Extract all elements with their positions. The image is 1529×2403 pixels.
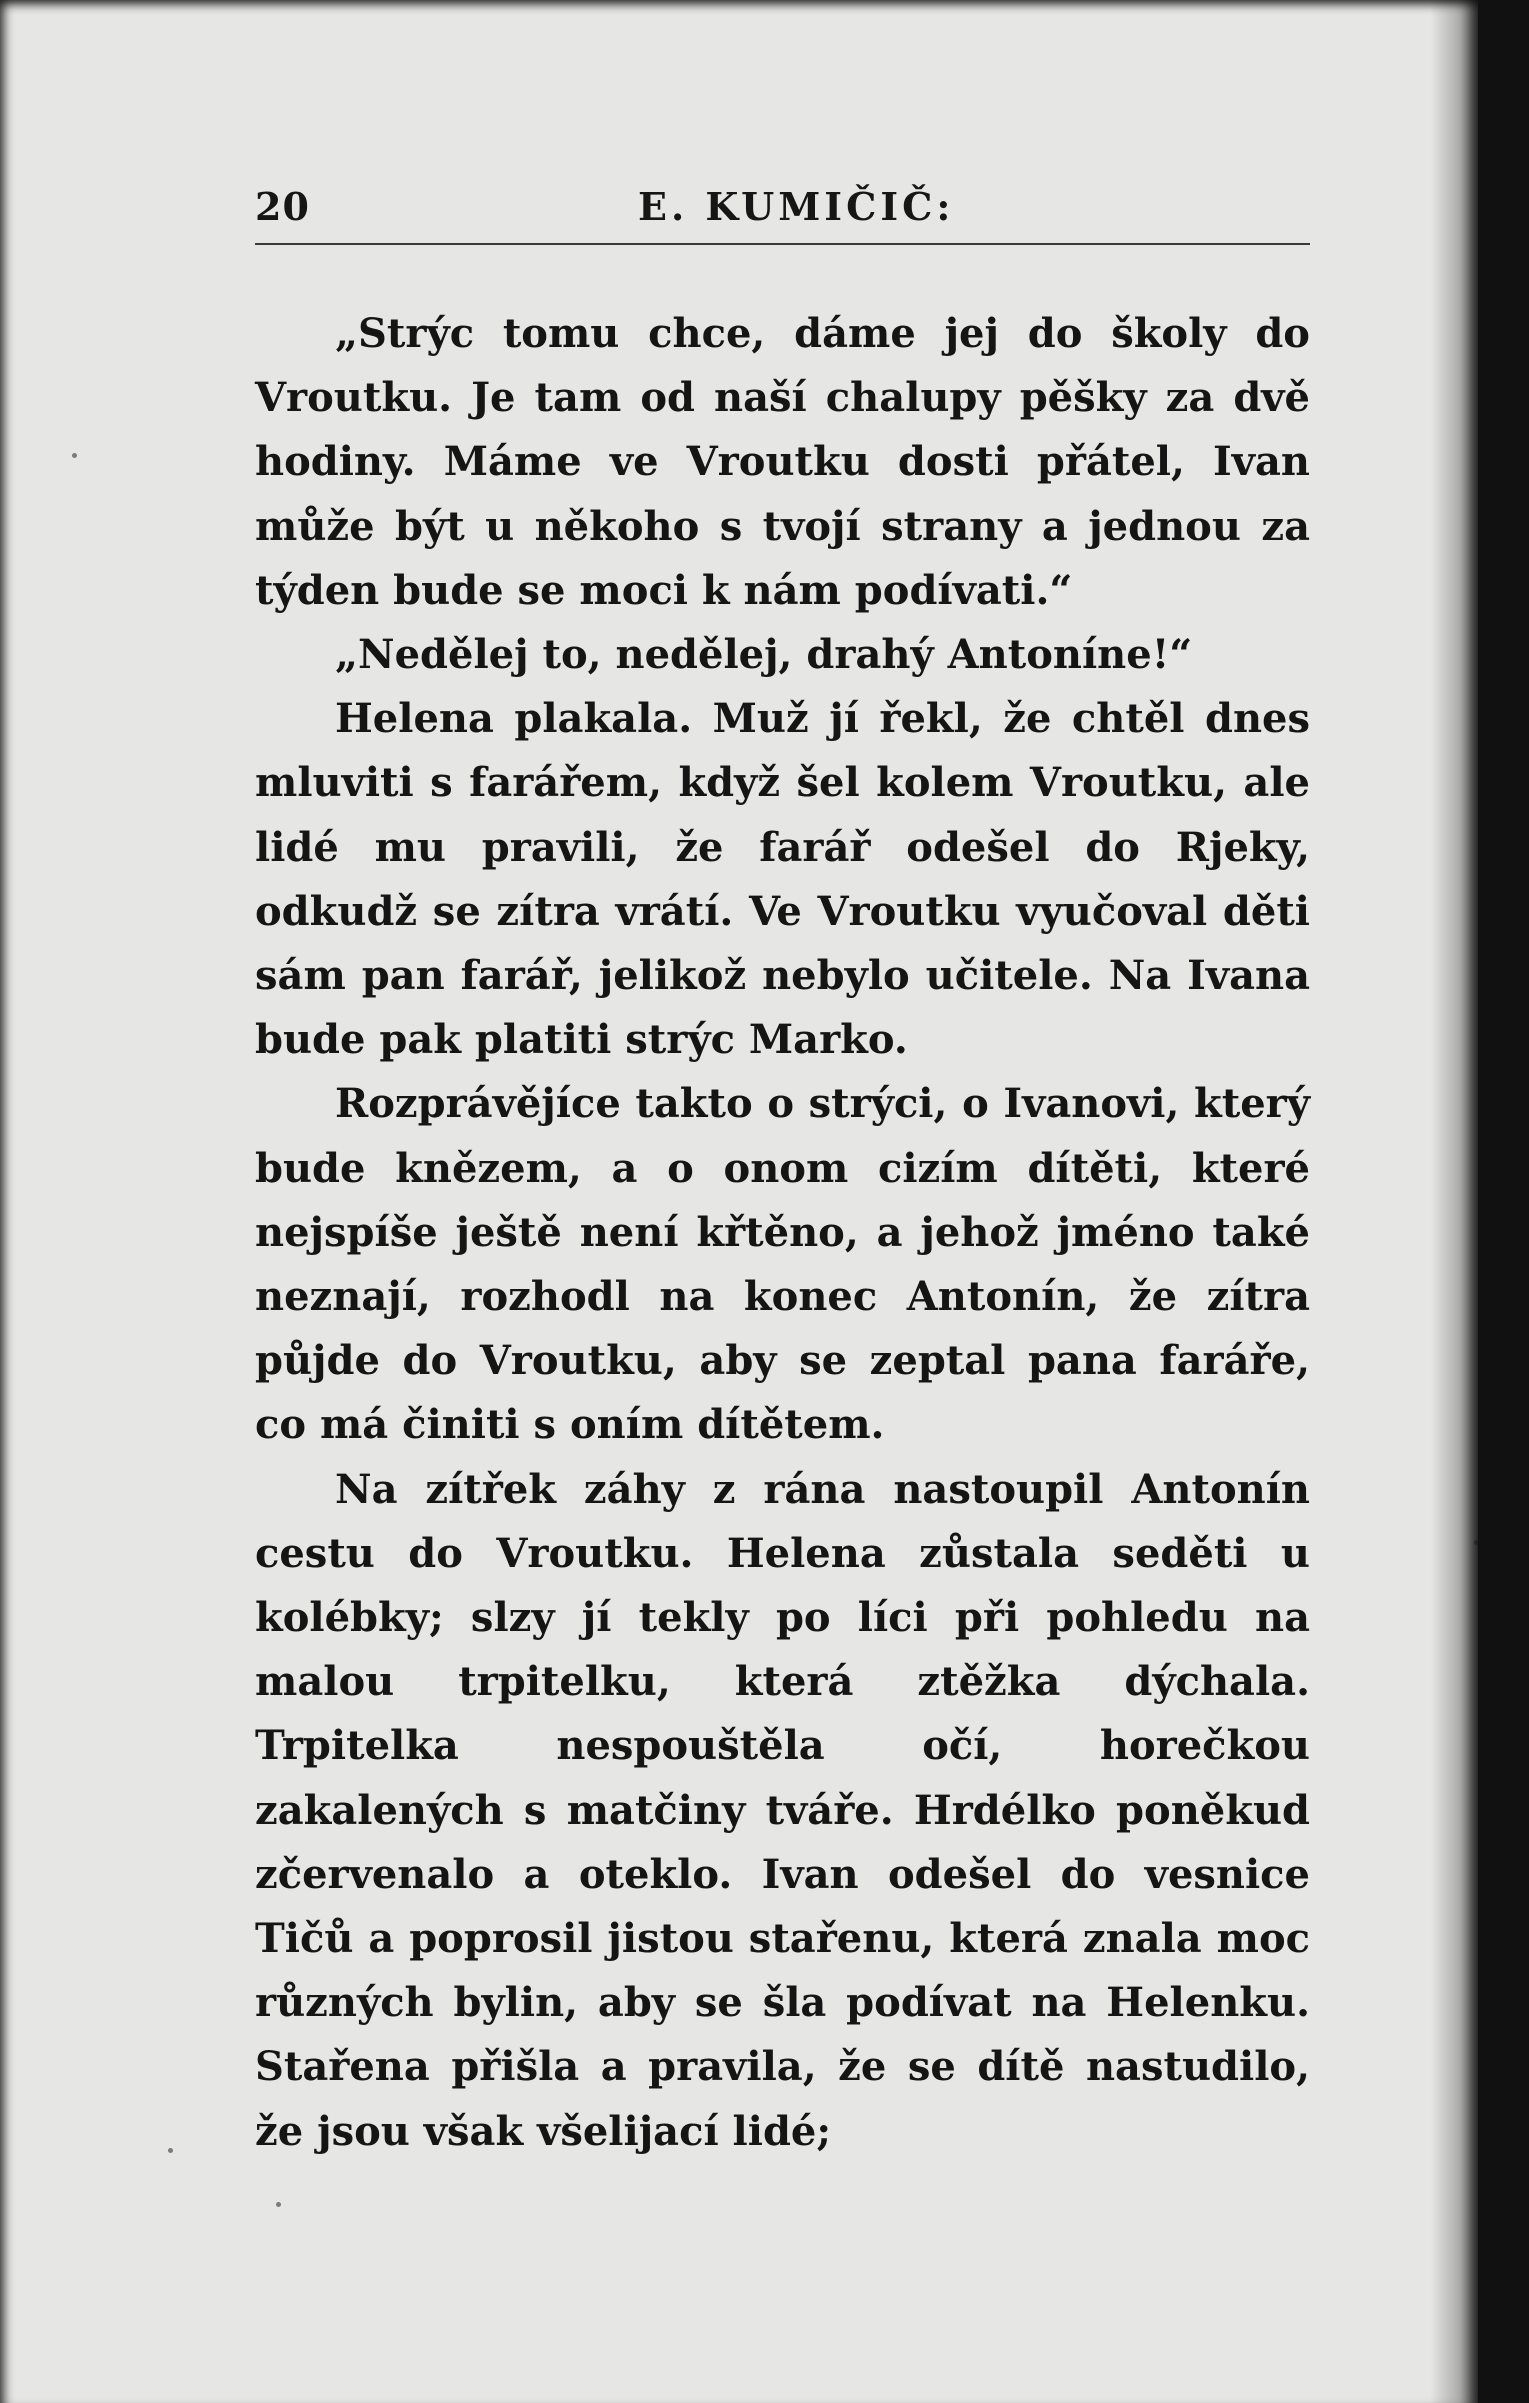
page-header xyxy=(255,178,1310,238)
header-rule xyxy=(255,243,1310,245)
body-text xyxy=(255,302,1310,2164)
paragraph: Na zítřek záhy z rána nastoupil Antonín cestu do Vroutku. Helena zůstala seděti u kolébky; slzy jí tekly po líci při pohledu na malou trpitelku, která ztěžka dýchala. Trpitelka nespouštěla očí, horečkou zakalených s matčiny tváře. Hrdélko poněkud zčervenalo a oteklo. Ivan odešel do vesnice Tičů a poprosil jistou stařenu, která znala moc různých bylin, aby se šla podívat na Helenku. Stařena přišla a pravila, že se dítě nastudilo, že jsou však všelijací lidé; xyxy=(255,1465,1310,2155)
paper-speck xyxy=(72,453,77,458)
paper-speck xyxy=(276,2202,281,2207)
scan-edge xyxy=(1478,0,1529,2403)
paragraph: Helena plakala. Muž jí řekl, že chtěl dnes mluviti s farářem, když šel kolem Vroutku, ale lidé mu pravili, že farář odešel do Rjeky, odkudž se zítra vrátí. Ve Vroutku vyučoval děti sám pan farář, jelikož nebylo učitele. Na Ivana bude pak platiti strýc Marko. xyxy=(255,695,1310,1064)
paper-speck xyxy=(168,2148,173,2153)
paragraph: „Strýc tomu chce, dáme jej do školy do Vroutku. Je tam od naší chalupy pěšky za dvě hodiny. Máme ve Vroutku dosti přátel, Ivan může být u někoho s tvojí strany a jednou za týden bude se moci k nám podívati.“ xyxy=(255,310,1310,614)
paragraph: „Nedělej to, nedělej, drahý Antoníne!“ xyxy=(335,631,1193,679)
page-number: 20 xyxy=(255,184,310,229)
page-gutter-shadow xyxy=(1430,0,1480,2403)
paragraph: Rozprávějíce takto o strýci, o Ivanovi, který bude knězem, a o onom cizím dítěti, které nejspíše ještě není křtěno, a jehož jméno také neznají, rozhodl na konec Antonín, že zítra půjde do Vroutku, aby se zeptal pana faráře, co má činiti s oním dítětem. xyxy=(255,1080,1310,1449)
running-title: E. KUMIČIČ: xyxy=(638,184,955,229)
